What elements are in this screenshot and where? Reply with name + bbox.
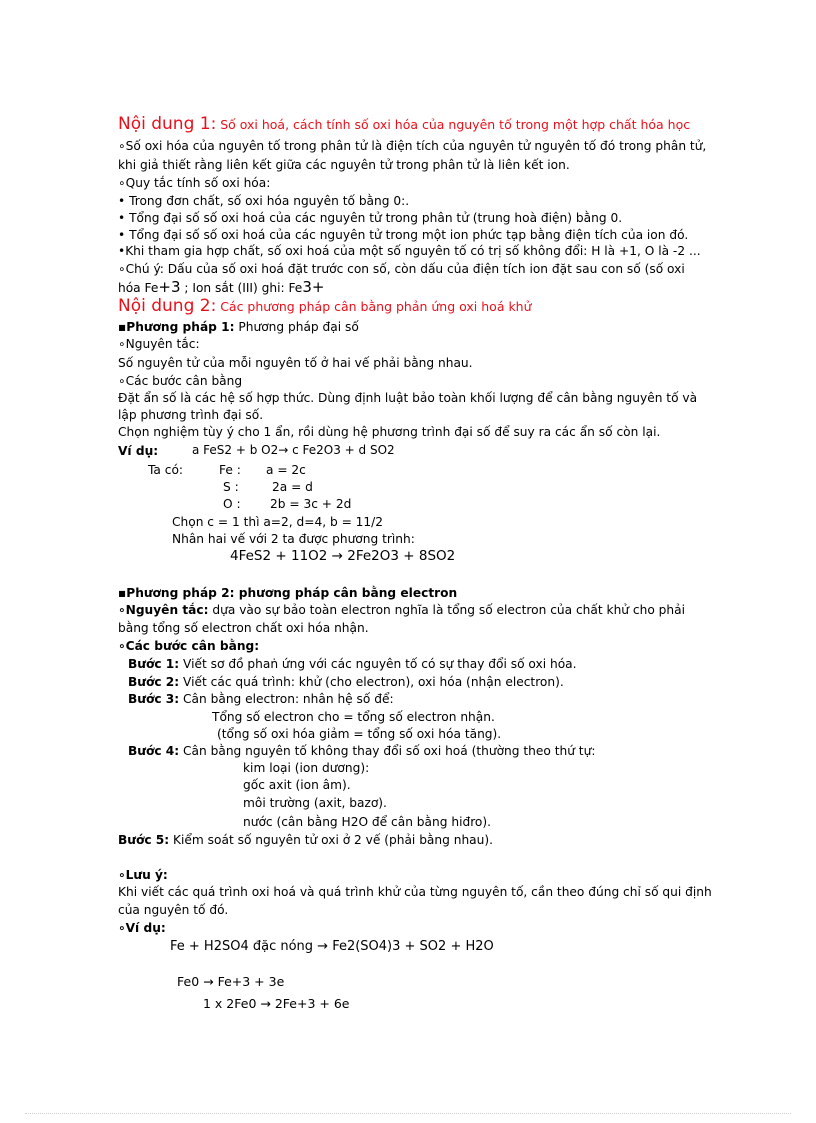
step-label: Bước 5: [118,833,170,847]
principle-label: ∘Nguyên tắc: [118,603,209,617]
m2-principle-line2: bằng tổng số electron chất oxi hóa nhận. [118,621,369,635]
s1-last-b: +3 [158,278,181,296]
note-equation-1: Fe0 → Fe+3 + 3e [177,974,285,989]
section-2-subtitle: Các phương pháp cân bằng phản ứng oxi hoá khử [220,299,532,314]
note-line-2: của nguyên tố đó. [118,903,229,917]
example-label: Ví dụ: [118,444,159,458]
s1-line: khi giả thiết rằng liên kết giữa các nguyên tử trong phân tử là liên kết ion. [118,158,570,172]
step-4 [128,743,595,759]
step-3-detail-a: Tổng số electron cho = tổng số electron nhận. [212,710,495,724]
s1-line: • Tổng đại số số oxi hoá của các nguyên tử trong phân tử (trung hoà điện) bằng 0. [118,211,623,225]
step-label: Bước 1: [128,657,180,671]
step-2 [128,674,564,690]
s1-line: • Trong đơn chất, số oxi hóa nguyên tố bằng 0:. [118,194,410,208]
row-element: O : [223,497,241,511]
row-equation: a = 2c [266,463,306,477]
s1-line: ∘Quy tắc tính số oxi hóa: [118,176,271,190]
page-bottom-border [25,1113,791,1114]
m1-line: Đặt ẩn số là các hệ số hợp thức. Dùng định luật bảo toàn khối lượng để cân bằng nguyên tố và [118,391,698,405]
s1-last-line [118,279,324,296]
m1-result-equation: 4FeS2 + 11O2 → 2Fe2O3 + 8SO2 [230,548,456,564]
s1-last-d: 3+ [302,278,325,296]
section-2-title: Nội dung 2: [118,296,217,316]
step-3-detail-b: (tổng số oxi hóa giảm = tổng số oxi hóa tăng). [217,727,502,741]
s1-line: • Tổng đại số số oxi hoá của các nguyên tử trong một ion phức tạp bằng điện tích của ion đó. [118,228,689,242]
s1-line: •Khi tham gia hợp chất, số oxi hoá của một số nguyên tố có trị số không đổi: H là +1, O là -2 ... [118,244,701,258]
m2-steps-title: ∘Các bước cân bằng: [118,639,260,653]
order-item: kim loại (ion dương): [243,761,370,775]
s1-last-a: hóa Fe [118,281,159,295]
step-3 [128,691,394,707]
m1-line: Chọn nghiệm tùy ý cho 1 ẩn, rồi dùng hệ phương trình đại số để suy ra các ẩn số còn lại. [118,425,661,439]
step-label: Bước 3: [128,692,180,706]
m1-example-label [118,443,158,459]
m1-choose: Chọn c = 1 thì a=2, d=4, b = 11/2 [172,515,384,529]
method-1-label: ▪Phương pháp 1: [118,320,235,334]
note-label: ∘Lưu ý: [118,868,168,882]
step-text: Cân bằng nguyên tố không thay đổi số oxi hoá (thường theo thứ tự: [179,744,596,758]
step-label: Bước 2: [128,675,180,689]
step-text: Viết sơ đồ phaṅ ứng với các nguyên tố có sự thay đổi số oxi hóa. [179,657,577,671]
m1-multiply: Nhân hai vế với 2 ta được phương trình: [172,532,415,546]
order-item: môi trường (axit, bazơ). [243,796,387,810]
step-text: Cân bằng electron: nhân hệ số để: [179,692,394,706]
s1-last-c: ; Ion sắt (III) ghi: Fe [180,281,303,295]
m1-line: lập phương trình đại số. [118,408,264,422]
note-line-1: Khi viết các quá trình oxi hoá và quá trình khử của từng nguyên tố, cần theo đúng chỉ số qui định [118,885,712,899]
s1-line: ∘Số oxi hóa của nguyên tố trong phân tử là điện tích của nguyên tử nguyên tố đó trong phân tử, [118,139,707,153]
step-text: Kiểm soát số nguyên tử oxi ở 2 vế (phải bằng nhau). [169,833,493,847]
section-1-heading [118,116,690,133]
step-label: Bước 4: [128,744,180,758]
row-equation: 2b = 3c + 2d [270,497,352,511]
method-1-title [118,319,359,335]
s1-line: ∘Chú ý: Dấu của số oxi hoá đặt trước con số, còn dấu của điện tích ion đặt sau con số (số oxi [118,262,685,276]
taco-label: Ta có: [148,463,184,477]
note-main-equation: Fe + H2SO4 đặc nóng → Fe2(SO4)3 + SO2 + H2O [170,939,494,954]
m1-line: ∘Nguyên tắc: [118,337,200,351]
principle-text: dựa vào sự bảo toàn electron nghĩa là tổng số electron của chất khử cho phải [208,603,685,617]
m2-principle [118,602,685,618]
order-item: gốc axit (ion âm). [243,778,351,792]
step-5 [118,832,493,848]
note-equation-2: 1 x 2Fe0 → 2Fe+3 + 6e [203,996,350,1011]
m1-line: ∘Các bước cân bằng [118,374,243,388]
step-text: Viết các quá trình: khử (cho electron), oxi hóa (nhận electron). [179,675,564,689]
row-element: Fe : [219,463,241,477]
section-1-subtitle: Số oxi hoá, cách tính số oxi hóa của nguyên tố trong một hợp chất hóa học [220,117,691,132]
method-2-title: ▪Phương pháp 2: phương pháp cân bằng electron [118,586,458,600]
row-equation: 2a = d [272,480,313,494]
method-1-name: Phương pháp đại số [234,320,359,334]
section-1-title: Nội dung 1: [118,114,217,134]
order-item: nước (cân bằng H2O để cân bằng hiđro). [243,815,492,829]
row-element: S : [223,480,239,494]
m1-example-equation: a FeS2 + b O2→ c Fe2O3 + d SO2 [192,443,395,457]
step-1 [128,656,577,672]
m1-line: Số nguyên tử của mỗi nguyên tố ở hai vế phải bằng nhau. [118,356,473,370]
section-2-heading [118,298,532,315]
note-example-label: ∘Ví dụ: [118,921,166,935]
